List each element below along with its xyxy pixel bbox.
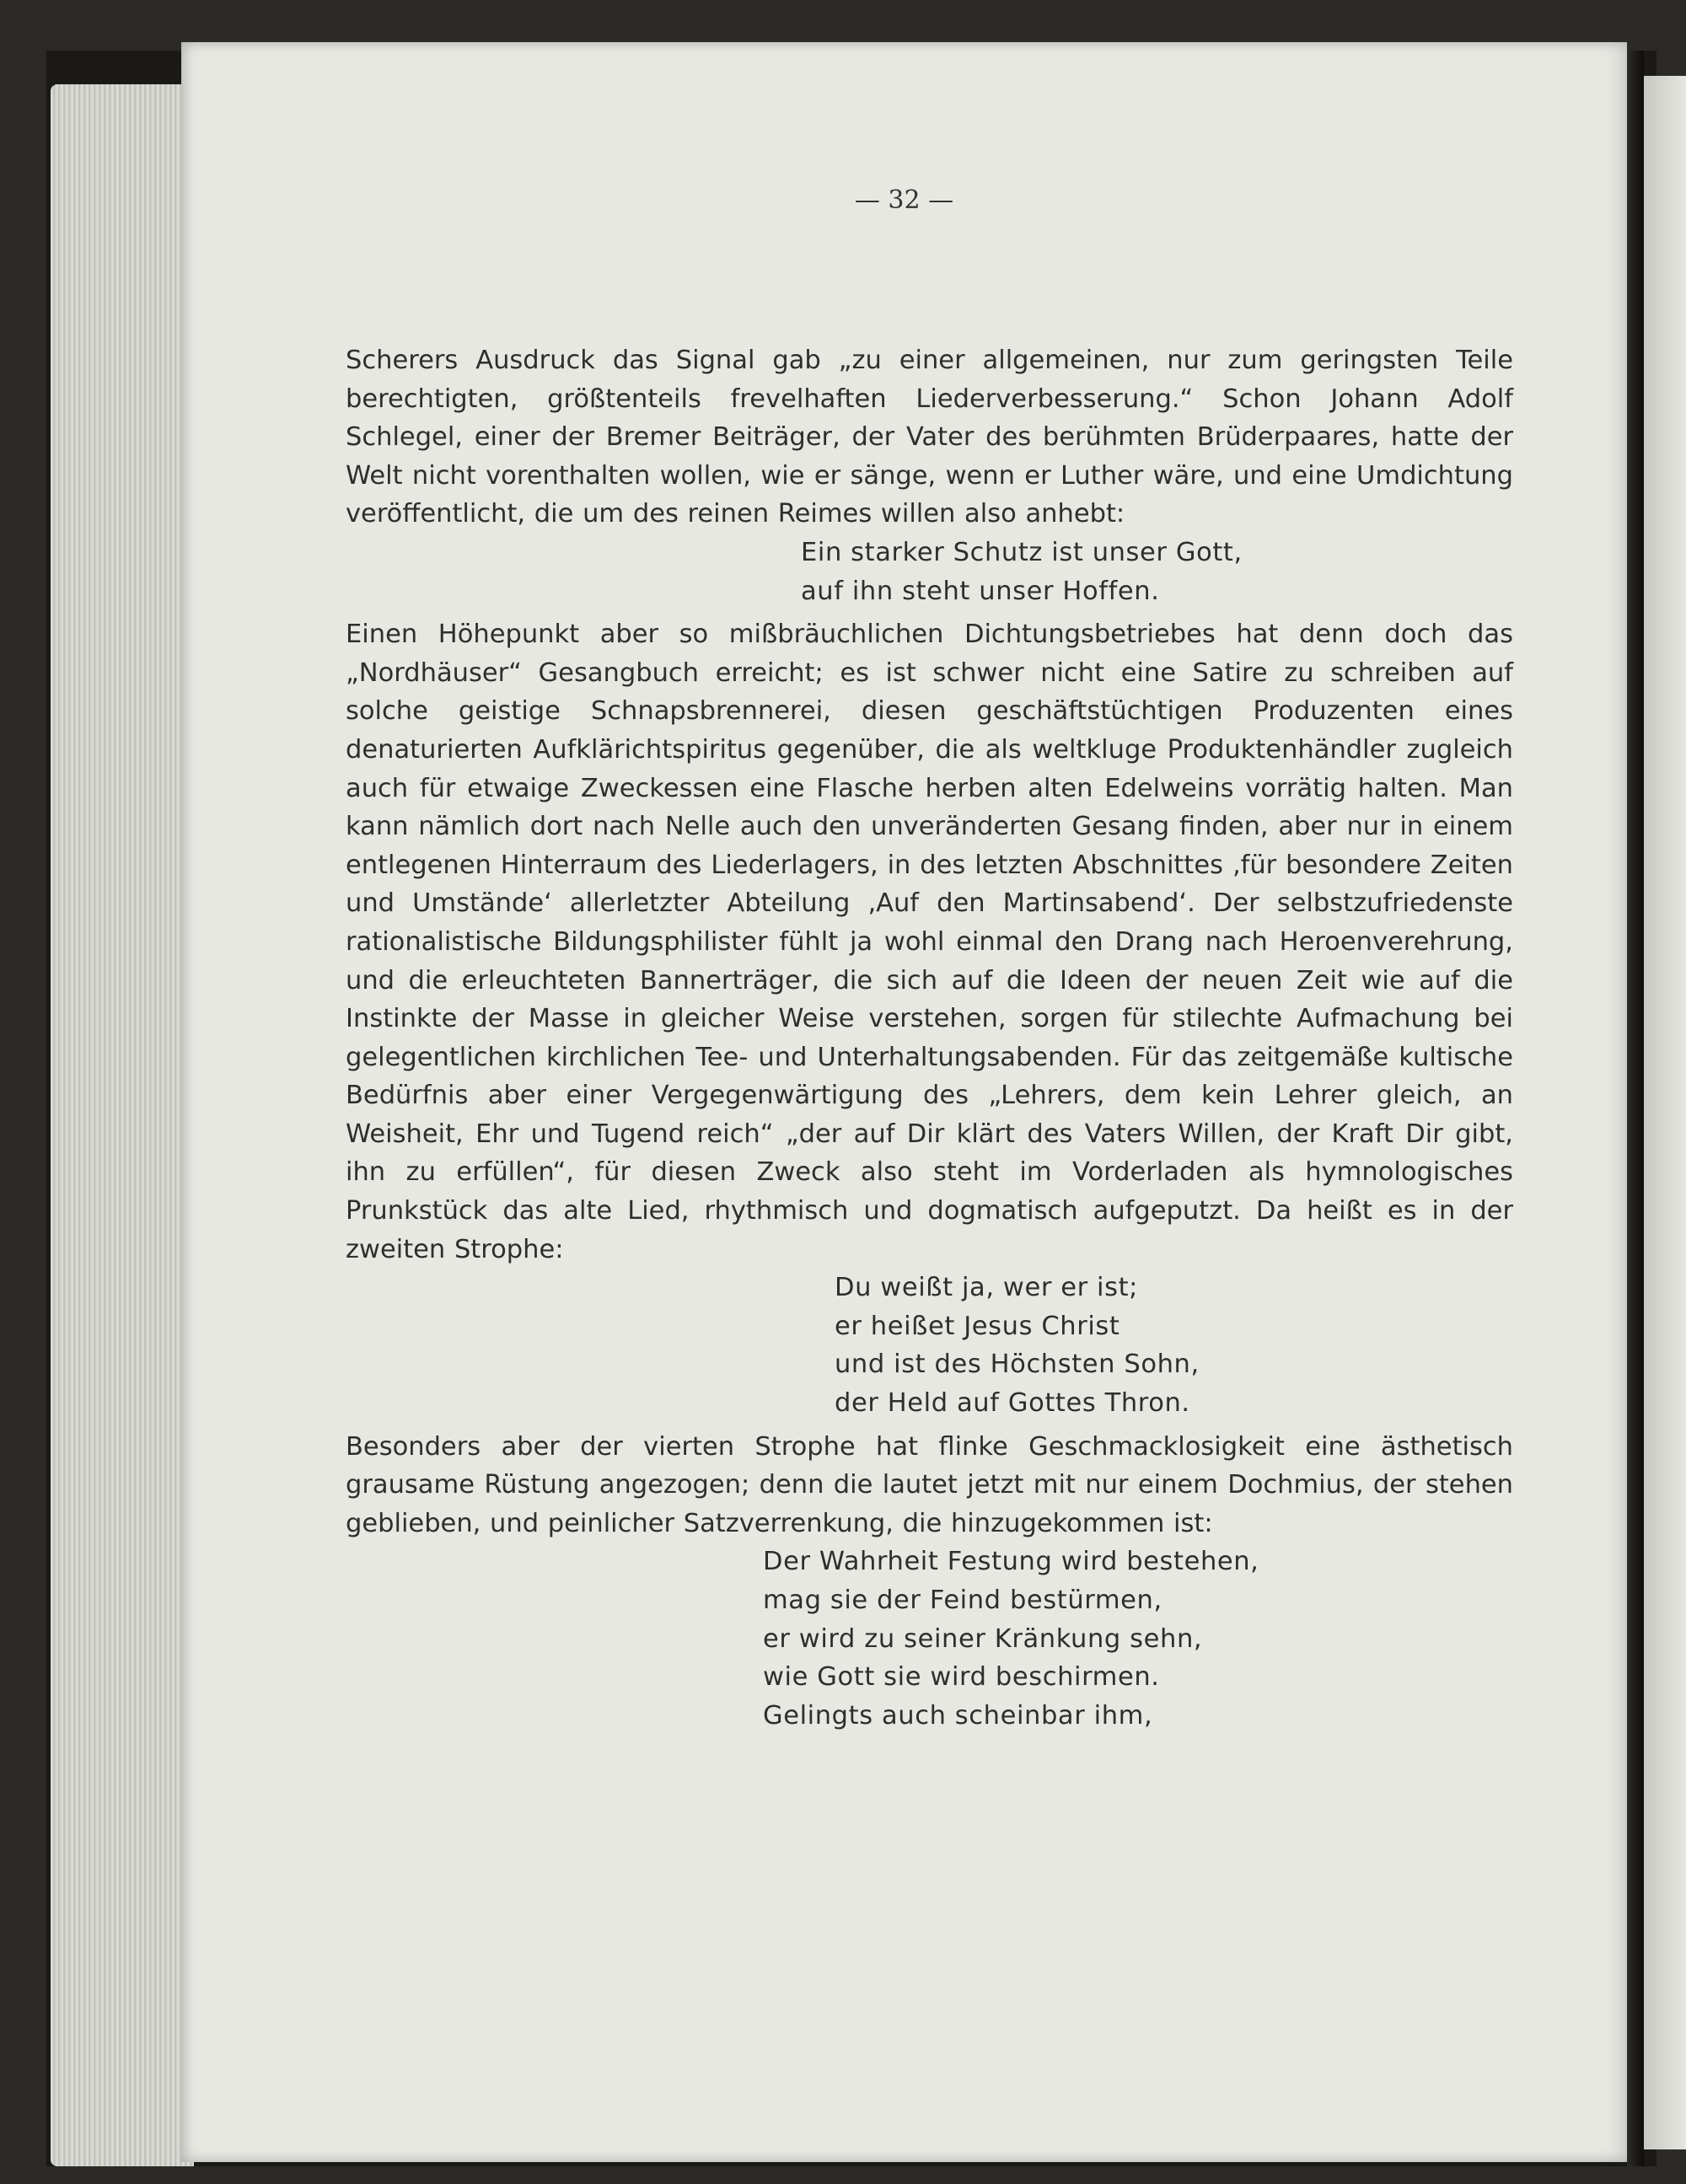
page-text bbox=[346, 341, 1513, 1735]
verse-line: wie Gott sie wird beschirmen. bbox=[763, 1662, 1160, 1693]
verse-block-3 bbox=[763, 1543, 1513, 1735]
page-number: — 32 — bbox=[854, 185, 954, 215]
paragraph-1: Scherers Ausdruck das Signal gab „zu einer allgemeinen, nur zum geringsten Teile berechtigten, größtenteils frevelhaften Liederverbesserung.“ Schon Johann Adolf Schlegel, einer der Bremer Beiträger, der Vater des berühmten Brüderpaares, hatte der Welt nicht vorenthalten wollen, wie er sänge, wenn er Luther wäre, und eine Umdichtung veröffentlicht, die um des reinen Reimes willen also anhebt: bbox=[346, 346, 1513, 529]
verse-line: auf ihn steht unser Hoffen. bbox=[801, 576, 1160, 606]
book-gutter bbox=[1627, 51, 1644, 2166]
paragraph-3: Besonders aber der vierten Strophe hat flinke Geschmacklosigkeit eine ästhetisch grausame Rüstung angezogen; denn die lautet jetzt mit nur einem Dochmius, der stehen geblieben, und peinlicher Satzverrenkung, die hinzugekommen ist: bbox=[346, 1431, 1513, 1538]
verse-line: Gelingts auch scheinbar ihm, bbox=[763, 1700, 1153, 1731]
page-edges bbox=[51, 84, 194, 2166]
verse-block-1 bbox=[801, 534, 1513, 610]
verse-line: Du weißt ja, wer er ist; bbox=[835, 1273, 1139, 1303]
paragraph-2: Einen Höhepunkt aber so mißbräuchlichen Dichtungsbetriebes hat denn doch das „Nordhäuser“ Gesangbuch erreicht; es ist schwer nicht eine Satire zu schreiben auf solche geistige Schnapsbrennerei, diesen geschäftstüchtigen Produzenten eines denaturierten Aufklärichtspiritus gegenüber, die als weltkluge Produktenhändler zugleich auch für etwaige Zweckessen eine Flasche herben alten Edelweins vorrätig halten. Man kann nämlich dort nach Nelle auch den unveränderten Gesang finden, aber nur in einem entlegenen Hinterraum des Liederlagers, in des letzten Abschnittes ‚für besondere Zeiten und Umstände‘ allerletzter Abteilung ‚Auf den Martinsabend‘. Der selbstzufriedenste rationalistische Bildungsphilister fühlt ja wohl einmal den Drang nach Heroenverehrung, und die erleuchteten Bannerträger, die sich auf die Ideen der neuen Zeit wie auf die Instinkte der Masse in gleicher Weise verstehen, sorgen für stilechte Aufmachung bei gelegentlichen kirchlichen Tee- und Unterhaltungsabenden. Für das zeitgemäße kultische Bedürfnis aber einer Vergegenwärtigung des „Lehrers, dem kein Lehrer gleich, an Weisheit, Ehr und Tugend reich“ „der auf Dir klärt des Vaters Willen, der Kraft Dir gibt, ihn zu erfüllen“, für diesen Zweck also steht im Vorderladen als hymnologisches Prunkstück das alte Lied, rhythmisch und dogmatisch aufgeputzt. Da heißt es in der zweiten Strophe: bbox=[346, 620, 1513, 1264]
verse-line: der Held auf Gottes Thron. bbox=[835, 1388, 1190, 1419]
verse-line: er wird zu seiner Kränkung sehn, bbox=[763, 1623, 1203, 1654]
verse-line: mag sie der Feind bestürmen, bbox=[763, 1586, 1162, 1615]
verse-line: Der Wahrheit Festung wird bestehen, bbox=[763, 1547, 1259, 1577]
verse-line: und ist des Höchsten Sohn, bbox=[835, 1350, 1200, 1380]
verse-block-2 bbox=[835, 1269, 1513, 1422]
facing-page-edge bbox=[1644, 76, 1686, 2149]
verse-line: er heißet Jesus Christ bbox=[835, 1311, 1120, 1341]
verse-line: Ein starker Schutz ist unser Gott, bbox=[801, 537, 1243, 567]
